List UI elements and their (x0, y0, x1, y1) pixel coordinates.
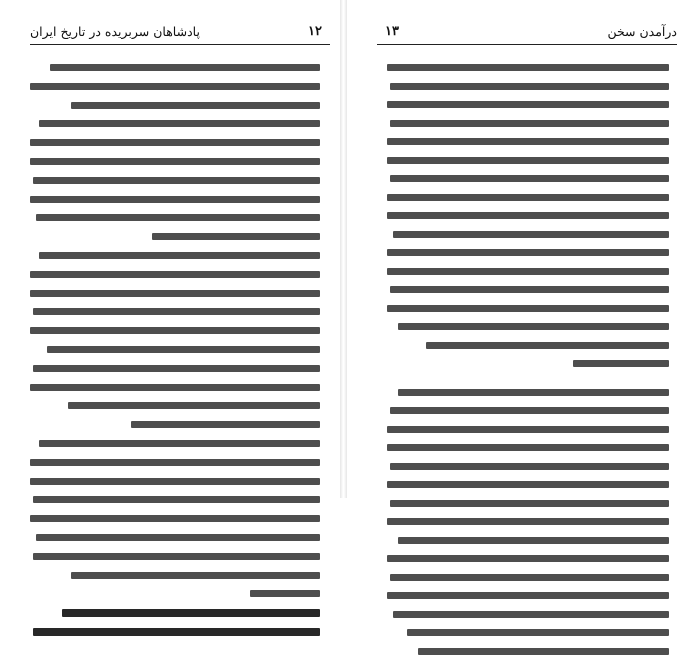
text-line (39, 440, 320, 447)
text-line (39, 252, 320, 259)
text-line (33, 365, 320, 372)
text-line (71, 102, 320, 109)
text-line (390, 175, 669, 182)
text-line (30, 384, 320, 391)
text-line (47, 346, 320, 353)
text-line (50, 64, 320, 71)
right-page-number: ۱۳ (385, 24, 399, 39)
text-line (393, 231, 669, 238)
text-line (250, 590, 320, 597)
text-line (36, 534, 320, 541)
left-page-header (30, 22, 330, 42)
text-line (390, 83, 669, 90)
text-line (30, 459, 320, 466)
text-line (62, 609, 320, 617)
text-line (39, 120, 320, 127)
text-line (387, 426, 669, 433)
text-line (30, 290, 320, 297)
text-line (30, 139, 320, 146)
text-line (33, 553, 320, 560)
left-page (0, 0, 340, 498)
text-line (33, 496, 320, 503)
text-line (387, 101, 669, 108)
text-line (387, 555, 669, 562)
text-line (30, 515, 320, 522)
text-line (387, 444, 669, 451)
text-line (387, 268, 669, 275)
text-line (393, 611, 669, 618)
text-line (418, 648, 669, 655)
text-line (573, 360, 669, 367)
left-page-number: ۱۲ (308, 24, 322, 39)
text-line (387, 518, 669, 525)
text-line (390, 500, 669, 507)
text-line (398, 389, 669, 396)
text-line (398, 323, 669, 330)
text-line (387, 138, 669, 145)
text-line (30, 478, 320, 485)
text-line (390, 120, 669, 127)
text-line (387, 305, 669, 312)
right-page (347, 0, 687, 498)
left-header-rule (30, 44, 330, 45)
text-line (33, 177, 320, 184)
text-line (30, 196, 320, 203)
text-line (407, 629, 669, 636)
book-gutter (340, 0, 347, 498)
text-line (387, 194, 669, 201)
text-line (387, 481, 669, 488)
text-line (398, 537, 669, 544)
text-line (152, 233, 320, 240)
text-line (387, 64, 669, 71)
text-line (30, 158, 320, 165)
text-line (387, 212, 669, 219)
text-line (30, 83, 320, 90)
text-line (387, 592, 669, 599)
text-line (131, 421, 320, 428)
text-line (387, 157, 669, 164)
text-line (33, 308, 320, 315)
text-line (71, 572, 320, 579)
left-running-header: پادشاهان سربریده در تاریخ ایران (30, 24, 200, 39)
text-line (30, 271, 320, 278)
text-line (390, 286, 669, 293)
text-line (33, 628, 320, 636)
right-page-header (377, 22, 677, 42)
text-line (36, 214, 320, 221)
text-line (30, 327, 320, 334)
text-line (390, 407, 669, 414)
text-line (387, 249, 669, 256)
right-running-header: درآمدن سخن (607, 24, 677, 39)
right-header-rule (377, 44, 677, 45)
text-line (426, 342, 669, 349)
text-line (68, 402, 320, 409)
text-line (390, 463, 669, 470)
text-line (390, 574, 669, 581)
